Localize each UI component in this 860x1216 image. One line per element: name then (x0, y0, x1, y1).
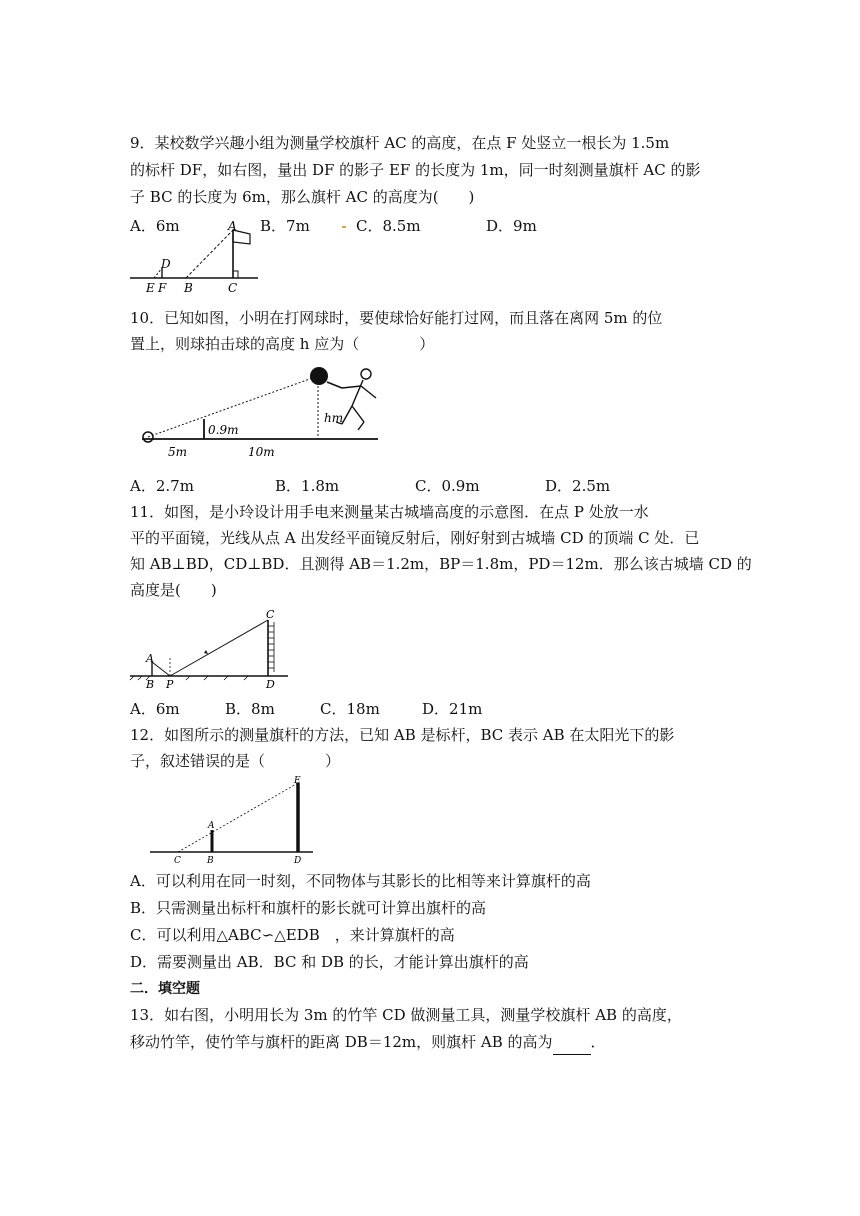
q11-option-d: D．21m (422, 700, 483, 718)
q12-option-a: A．可以利用在同一时刻，不同物体与其影长的比相等来计算旗杆的高 (130, 872, 591, 890)
q12-label-b: B (207, 856, 214, 865)
q10-line-1: 10．已知如图，小明在打网球时，要使球恰好能打过网，而且落在离网 5m 的位 (130, 309, 663, 327)
q9-option-d: D．9m (486, 217, 537, 235)
q11-option-a: A．6m (130, 700, 180, 718)
q10-label-h: hm (324, 411, 344, 425)
q9-label-a: A (228, 219, 237, 233)
q12-label-c: C (174, 856, 181, 865)
q13-tail: ． (590, 1033, 606, 1051)
q10-racket-handle (327, 382, 342, 388)
q12-option-d: D．需要测量出 AB．BC 和 DB 的长，才能计算出旗杆的高 (130, 953, 529, 971)
q11-wall-hatch (268, 622, 274, 672)
q12-label-a: A (208, 821, 215, 831)
q12-label-d: D (294, 856, 302, 865)
q10-label-net: 0.9m (208, 423, 239, 437)
q11-option-b: B．8m (225, 700, 275, 718)
q11-option-c: C．18m (320, 700, 380, 718)
q11-label-p: P (166, 678, 174, 691)
q10-option-b: B．1.8m (275, 477, 340, 495)
q10-option-c: C．0.9m (415, 477, 480, 495)
q12-option-b: B．只需测量出标杆和旗杆的影长就可计算出旗杆的高 (130, 899, 487, 917)
q12-line-2: 子，叙述错误的是（ ） (130, 752, 341, 770)
q13-answer-blank (553, 1036, 591, 1055)
q12-line-1: 12．如图所示的测量旗杆的方法，已知 AB 是标杆，BC 表示 AB 在太阳光下的影 (130, 726, 675, 744)
q10-label-5m: 5m (168, 445, 188, 459)
q9-line-2: 的标杆 DF，如右图，量出 DF 的影子 EF 的长度为 1m，同一时刻测量旗杆 AC 的影 (130, 161, 701, 179)
q9-label-d: D (161, 257, 171, 271)
q13-line-2-text: 移动竹竿，使竹竿与旗杆的距离 DB＝12m，则旗杆 AB 的高为 (130, 1033, 553, 1051)
q9-label-e: E (146, 281, 155, 295)
q12-figure (148, 775, 318, 865)
q13-line-1: 13．如右图，小明用长为 3m 的竹竿 CD 做测量工具，测量学校旗杆 AB 的高度， (130, 1006, 682, 1024)
q11-label-d: D (266, 678, 275, 691)
q9-label-c: C (228, 281, 238, 295)
q11-reflected-ray (170, 620, 268, 676)
q9-label-f: F (158, 281, 167, 295)
q9-option-a: A．6m (130, 217, 180, 235)
q9-option-b: B．7m (260, 217, 310, 235)
q10-line-2: 置上，则球拍击球的高度 h 应为（ ） (130, 335, 435, 353)
q9-line-3: 子 BC 的长度为 6m，那么旗杆 AC 的高度为( ) (130, 188, 475, 206)
q11-label-b: B (146, 678, 155, 691)
q11-figure (128, 606, 298, 691)
q12-sun-ray (178, 783, 298, 852)
q9-line-1: 9．某校数学兴趣小组为测量学校旗杆 AC 的高度，在点 F 处竖立一根长为 1.5m (130, 134, 670, 152)
q11-label-a: A (146, 652, 154, 665)
q10-option-a: A．2.7m (130, 477, 194, 495)
q9-sun-ray (186, 230, 233, 278)
q10-racket-head (310, 367, 328, 385)
q9-figure (128, 216, 268, 296)
q9-option-c: C．8.5m (356, 217, 421, 235)
q11-incident-ray (152, 662, 170, 676)
q11-arrow (204, 650, 208, 654)
q12-option-c: C．可以利用△ABC∽△EDB ，来计算旗杆的高 (130, 926, 455, 944)
q10-option-d: D．2.5m (545, 477, 611, 495)
q11-label-c: C (266, 608, 275, 621)
q9-label-b: B (184, 281, 193, 295)
q11-line-2: 平的平面镜，光线从点 A 出发经平面镜反射后，刚好射到古城墙 CD 的顶端 C 处．已 (130, 529, 700, 547)
q10-figure (138, 364, 398, 464)
q12-label-e: E (294, 776, 301, 786)
q11-line-1: 11．如图，是小玲设计用手电来测量某古城墙高度的示意图．在点 P 处放一水 (130, 503, 649, 521)
q11-line-3: 知 AB⊥BD，CD⊥BD．且测得 AB＝1.2m，BP＝1.8m，PD＝12m．那么该古城墙 CD 的 (130, 555, 752, 573)
q11-line-4: 高度是( ) (130, 581, 217, 599)
artifact-dot (340, 213, 348, 239)
q13-line-2 (130, 1029, 606, 1055)
section-heading: 二．填空题 (130, 981, 200, 997)
q10-label-10m: 10m (248, 445, 275, 459)
